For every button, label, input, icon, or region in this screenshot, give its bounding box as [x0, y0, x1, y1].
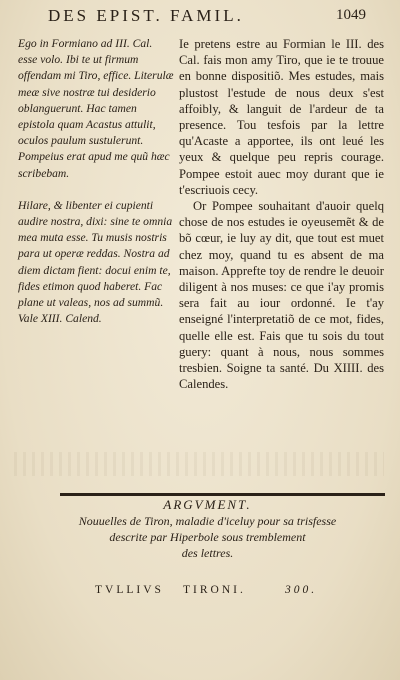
- page-number: 1049: [336, 7, 366, 23]
- running-head: DES EPIST. FAMIL.: [48, 6, 244, 25]
- latin-column: [18, 36, 174, 327]
- signature-recipient: TIRONI.: [183, 584, 246, 596]
- latin-paragraph-1: Ego in Formiano ad III. Cal. esse volo. Ibi te ut firmum offendam mi Tiro, effice. Literulæ meæ sive nostræ tui desiderio oblanguerunt. Hac tamen epistola quam Acastus attulit, oculos paulum sustulerunt. Pompeius erat apud me quũ hæc scribebam.: [18, 37, 174, 180]
- signature-line: [95, 584, 385, 602]
- argument-line-1: Nouuelles de Tiron, maladie d'iceluy pour sa trisfesse: [78, 514, 337, 528]
- argument-title: ARGVMENT.: [163, 497, 252, 512]
- signature-sender: TVLLIVS: [95, 584, 164, 596]
- latin-paragraph-2: Hilare, & libenter ei cupienti audire nostra, dixi: sine te omnia mea muta esse. Tu musis nostris para ut operæ reddas. Nostra ad diem dictam fient: docui enim te, fides etimon quod haberet. Fac plane ut valeas, nos ad summũ. Vale XIII. Calend.: [18, 198, 173, 326]
- argument-block: [30, 497, 385, 561]
- french-column: [179, 36, 384, 392]
- letter-number: 300.: [285, 584, 318, 596]
- french-paragraph-2: Or Pompee souhaitant d'auoir quelq chose de nos estudes ie oyeusemẽt & de bõ cœur, ie luy ay dit, que tout est muet chez moy, quand tu es absent de ma maison. Apprefte toy de rendre le deuoir diligent à nos muses: ce que i'ay promis sera fait au iour ordonné. Ie t'ay enseigné l'interpretatiõ de ce mot, fides, quelle elle est. Fais que tu sois du tout guery: quant à nous, nous sommes tresbien. Soigne ta santé. Du XIIII. des Calendes.: [179, 199, 384, 392]
- show-through-texture: [14, 452, 384, 476]
- argument-line-2: descrite par Hiperbole sous tremblement: [109, 530, 306, 544]
- french-paragraph-1: Ie pretens estre au Formian le III. des Cal. fais mon amy Tiro, que ie te trouue en bonne dispositiõ. Mes estudes, mais plustost l'estude de nous deux s'est affoibly, & languit de l'ardeur de ta presence. Tou tesfois par la lettre qu'Acaste a apportee, ils ont leué les yeux & quelque peu repris courage. Pompee estoit auec moy durant que ie t'escriuois cecy.: [179, 37, 384, 197]
- section-rule: [60, 493, 385, 496]
- argument-line-3: des lettres.: [181, 546, 234, 560]
- page-header: [0, 6, 400, 30]
